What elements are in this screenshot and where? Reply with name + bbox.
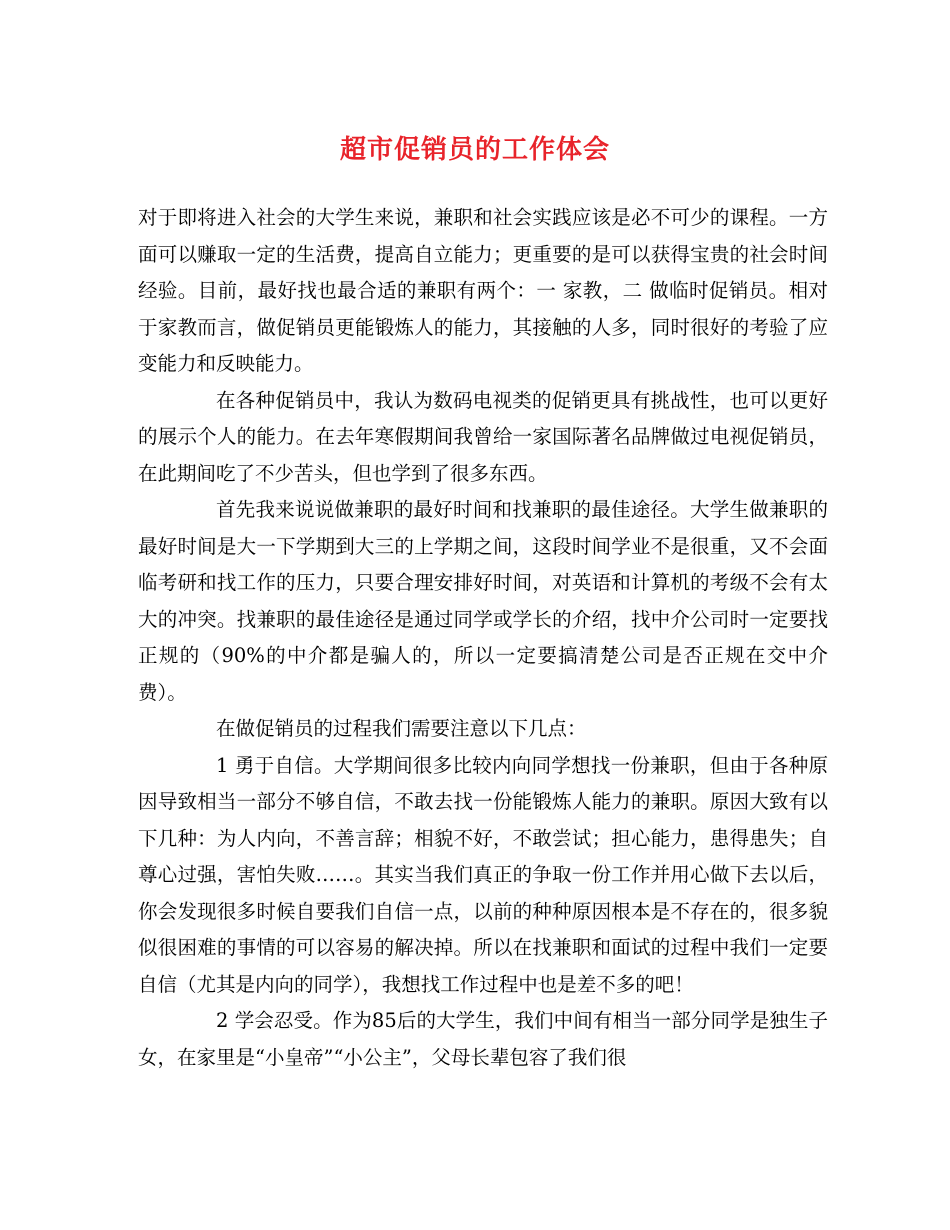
paragraph-5: 1 勇于自信。大学期间很多比较内向同学想找一份兼职，但由于各种原因导致相当一部分不够自信，不敢去找一份能锻炼人能力的兼职。原因大致有以下几种：为人内向，不善言辞；相貌不好，不敢尝试；担心能力，患得患失；自尊心过强，害怕失败……。其实当我们真正的争取一份工作并用心做下去以后，你会发现很多时候自要我们自信一点，以前的种种原因根本是不存在的，很多貌似很困难的事情的可以容易的解决掉。所以在找兼职和面试的过程中我们一定要自信（尤其是内向的同学），我想找工作过程中也是差不多的吧！ — [138, 753, 828, 996]
document-title: 超市促销员的工作体会 — [339, 135, 610, 165]
paragraph-6: 2 学会忍受。作为85后的大学生，我们中间有相当一部分同学是独生子女，在家里是“小皇帝”“小公主”，父母长辈包容了我们很 — [138, 1009, 828, 1069]
paragraph-4: 在做促销员的过程我们需要注意以下几点： — [216, 717, 587, 740]
paragraph-1: 对于即将进入社会的大学生来说，兼职和社会实践应该是必不可少的课程。一方面可以赚取一定的生活费，提高自立能力；更重要的是可以获得宝贵的社会时间经验。目前，最好找也最合适的兼职有两个：一 家教，二 做临时促销员。相对于家教而言，做促销员更能锻炼人的能力，其接触的人多，同时很好的考验了应变能力和反映能力。 — [138, 206, 828, 375]
paragraph-3: 首先我来说说做兼职的最好时间和找兼职的最佳途径。大学生做兼职的最好时间是大一下学期到大三的上学期之间，这段时间学业不是很重，又不会面临考研和找工作的压力，只要合理安排好时间，对英语和计算机的考级不会有太大的冲突。找兼职的最佳途径是通过同学或学长的介绍，找中介公司时一定要找正规的（90%的中介都是骗人的，所以一定要搞清楚公司是否正规在交中介费）。 — [138, 498, 828, 704]
document-body — [138, 200, 828, 1076]
paragraph-2: 在各种促销员中，我认为数码电视类的促销更具有挑战性，也可以更好的展示个人的能力。在去年寒假期间我曾给一家国际著名品牌做过电视促销员，在此期间吃了不少苦头，但也学到了很多东西。 — [138, 388, 828, 485]
